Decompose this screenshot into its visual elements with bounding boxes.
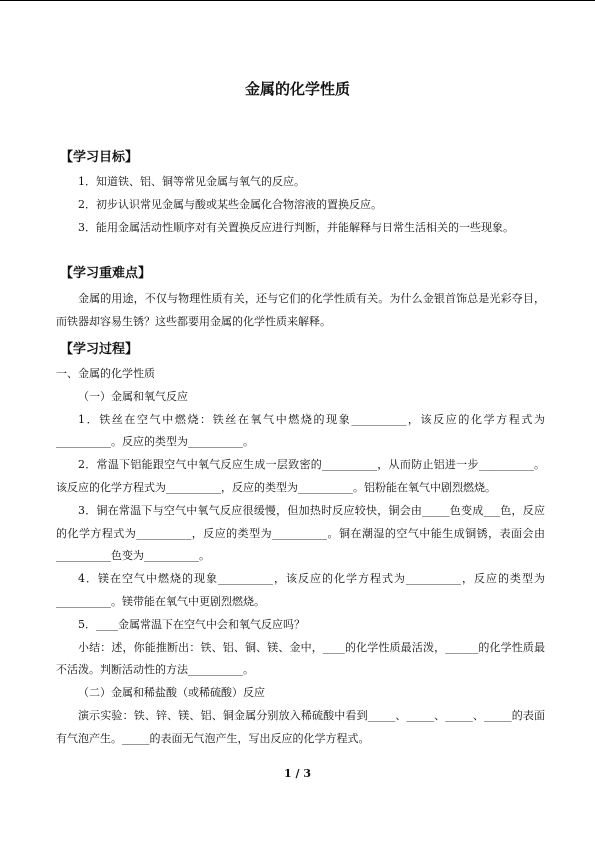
part-title: 一、金属的化学性质	[56, 367, 155, 380]
section-heading-process: 【学习过程】	[60, 342, 139, 357]
question-item: 3．铜在常温下与空气中氧气反应很缓慢，但加热时反应较快，铜会由_____色变成___色，反应的化学方程式为__________，反应的类型为__________。铜在潮湿的空气中能生成铜锈，表面会由__________色变为__________。	[56, 503, 545, 563]
header-rule	[0, 0, 595, 1]
question-item: 5．____金属常温下在空气中会和氧气反应吗？	[78, 617, 305, 631]
process-body	[56, 363, 545, 751]
key-points-text	[56, 288, 545, 334]
demo-experiment-text: 演示实验：铁、锌、镁、铝、铜金属分别放入稀硫酸中看到_____、_____、_____、_____的表面有气泡产生。_____的表面无气泡产生，写出反应的化学方程式。	[56, 708, 545, 745]
page-number: 1 / 3	[284, 767, 311, 780]
summary-text: 小结：述，你能推断出：铁、铝、铜、镁、金中，____的化学性质最活泼，______的化学性质最不活泼。判断活动性的方法__________。	[56, 640, 545, 677]
goal-item: 3．能用金属活动性顺序对有关置换反应进行判断，并能解释与日常生活相关的一些现象。	[78, 220, 514, 234]
key-points-paragraph: 金属的用途，不仅与物理性质有关，还与它们的化学性质有关。为什么金银首饰总是光彩夺目，而铁器却容易生锈？这些都要用金属的化学性质来解释。	[56, 292, 545, 328]
question-item: 4．镁在空气中燃烧的现象__________，该反应的化学方程式为__________，反应的类型为__________。镁带能在氧气中更剧烈燃烧。	[56, 572, 545, 608]
page-title: 金属的化学性质	[244, 80, 350, 98]
goal-item: 2．初步认识常见金属与酸或某些金属化合物溶液的置换反应。	[78, 197, 382, 211]
subsection-title: （二）金属和稀盐酸（或稀硫酸）反应	[78, 686, 265, 700]
subsection-title: （一）金属和氧气反应	[78, 389, 188, 403]
goal-item: 1．知道铁、铝、铜等常见金属与氧气的反应。	[78, 175, 305, 188]
question-item: 2．常温下铝能跟空气中氧气反应生成一层致密的__________，从而防止铝进一步__________。该反应的化学方程式为__________，反应的类型为__________。铝粉能在氧气中剧烈燃烧。	[56, 458, 545, 494]
section-heading-goals: 【学习目标】	[60, 150, 139, 165]
section-heading-key-points: 【学习重难点】	[60, 266, 152, 281]
question-item: 1．铁丝在空气中燃烧：铁丝在氧气中燃烧的现象__________，该反应的化学方程式为__________。反应的类型为__________。	[56, 412, 545, 449]
goals-list	[56, 171, 545, 239]
